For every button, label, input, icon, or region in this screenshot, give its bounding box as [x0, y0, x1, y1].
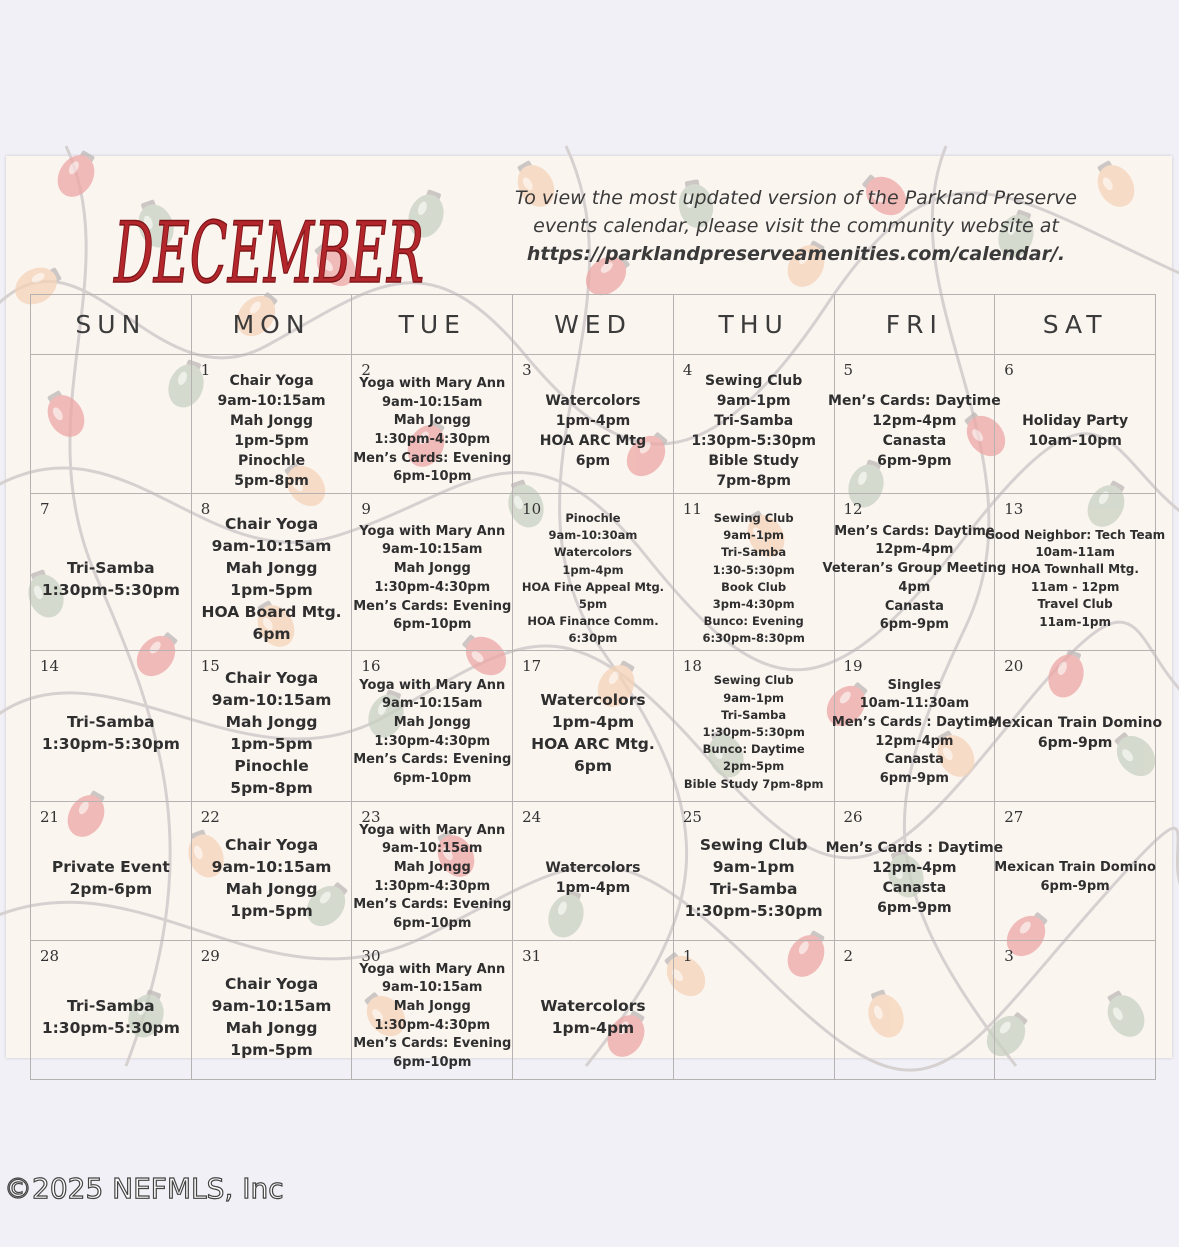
- event-line: 6pm-9pm: [877, 899, 952, 916]
- month-title: [106, 170, 436, 300]
- day-cell: [985, 494, 1166, 651]
- event-line: 1pm-4pm: [562, 562, 624, 577]
- day-cell: [352, 650, 513, 801]
- day-cell: [673, 801, 834, 940]
- event-list: [513, 355, 673, 493]
- event-line: Yoga with Mary Ann: [359, 822, 506, 838]
- day-cell: [191, 355, 352, 494]
- event-line: Canasta: [882, 879, 947, 896]
- event-line: Bunco: Daytime: [702, 742, 805, 757]
- day-number: 26: [843, 807, 863, 826]
- event-line: 3pm-4:30pm: [712, 597, 795, 612]
- event-line: HOA ARC Mtg: [539, 433, 647, 449]
- event-line: Watercolors: [545, 393, 641, 409]
- day-number: 7: [40, 500, 50, 518]
- event-line: Bible Study 7pm-8pm: [683, 776, 824, 791]
- event-line: HOA Fine Appeal Mtg.: [521, 579, 665, 594]
- weekday-thu: THU: [673, 295, 834, 355]
- event-line: HOA Townhall Mtg.: [1011, 562, 1139, 577]
- event-line: HOA ARC Mtg.: [531, 734, 655, 753]
- event-line: 6:30pm: [568, 631, 618, 646]
- event-line: Pinochle: [237, 453, 306, 469]
- event-line: Mah Jongg: [393, 714, 471, 730]
- event-line: Canasta: [884, 598, 944, 614]
- day-cell: [513, 494, 674, 651]
- event-line: 5pm-8pm: [230, 778, 313, 797]
- day-cell: [513, 801, 674, 940]
- event-line: 6pm-10pm: [393, 771, 472, 787]
- weekday-wed: WED: [513, 295, 674, 355]
- day-cell: [995, 355, 1156, 494]
- event-line: 6:30pm-8:30pm: [702, 631, 805, 646]
- day-cell: [673, 355, 834, 494]
- day-number: 15: [200, 656, 220, 675]
- event-line: 1:30pm-5:30pm: [691, 433, 816, 449]
- event-line: 1pm-5pm: [234, 433, 309, 449]
- light-bulb: [50, 145, 103, 204]
- event-list: [674, 941, 834, 1079]
- event-line: Mah Jongg: [225, 558, 318, 577]
- day-cell: [513, 355, 674, 494]
- event-line: 6pm-9pm: [879, 617, 949, 633]
- event-line: 9am-10:15am: [382, 394, 483, 410]
- event-line: 1:30-5:30pm: [712, 562, 795, 577]
- event-line: Mexican Train Domino: [994, 859, 1156, 875]
- event-line: 9am-10:15am: [211, 690, 332, 709]
- day-number: 17: [522, 656, 542, 675]
- event-line: 1:30pm-5:30pm: [41, 580, 180, 599]
- day-number: 13: [1004, 500, 1024, 518]
- event-line: Sewing Club: [699, 835, 808, 854]
- event-line: Yoga with Mary Ann: [359, 961, 506, 977]
- event-line: Men’s Cards : Daytime: [825, 839, 1004, 856]
- event-line: 9am-10:15am: [211, 996, 332, 1015]
- event-line: 6pm: [573, 756, 612, 775]
- event-line: Tri-Samba: [721, 707, 787, 722]
- event-line: Canasta: [882, 433, 947, 449]
- weekday-tue: TUE: [352, 295, 513, 355]
- day-cell: [995, 801, 1156, 940]
- day-number: 11: [682, 500, 702, 518]
- event-line: Chair Yoga: [224, 514, 319, 533]
- event-line: 6pm: [575, 453, 611, 469]
- day-cell: [828, 355, 1001, 494]
- copyright-watermark: ©2025 NEFMLS, Inc: [4, 1172, 284, 1205]
- day-number: 6: [1004, 361, 1014, 379]
- event-line: 11am-1pm: [1039, 614, 1111, 629]
- event-line: 9am-1pm: [723, 528, 785, 543]
- event-line: 10am-11:30am: [859, 696, 970, 712]
- calendar-grid: [30, 294, 1166, 1080]
- day-cell: [673, 940, 834, 1079]
- event-list: [995, 941, 1155, 1079]
- event-line: 5pm-8pm: [234, 473, 309, 489]
- event-line: 6pm-9pm: [1040, 878, 1110, 894]
- day-number: 18: [682, 656, 702, 675]
- event-line: 9am-10:15am: [382, 841, 483, 857]
- calendar-flyer: [6, 156, 1172, 1071]
- event-line: 7pm-8pm: [716, 473, 791, 489]
- event-line: 10am-11am: [1035, 545, 1115, 559]
- event-line: 6pm-10pm: [393, 1055, 472, 1071]
- day-cell: [191, 801, 352, 940]
- event-line: 2pm-6pm: [69, 879, 153, 898]
- event-line: Holiday Party: [1022, 413, 1129, 429]
- day-cell: [352, 801, 513, 940]
- day-number: 2: [843, 946, 854, 965]
- event-line: 6pm-9pm: [877, 453, 952, 469]
- event-line: 4pm: [898, 579, 931, 595]
- week-row: [31, 355, 1156, 494]
- day-cell: [191, 494, 352, 651]
- event-line: Tri-Samba: [67, 996, 155, 1015]
- day-cell: [673, 650, 834, 801]
- event-list: [995, 355, 1155, 493]
- event-line: 1pm-5pm: [230, 901, 313, 920]
- event-line: Yoga with Mary Ann: [359, 677, 506, 693]
- event-line: Men’s Cards: Evening: [353, 752, 512, 768]
- event-line: Men’s Cards: Daytime: [828, 393, 1001, 409]
- event-line: 9am-10:30am: [548, 528, 638, 543]
- week-row: [31, 801, 1156, 940]
- event-line: Private Event: [51, 857, 170, 876]
- day-number: 30: [361, 946, 381, 965]
- event-line: Mah Jongg: [393, 859, 471, 875]
- event-list: [192, 494, 352, 650]
- event-line: 6pm-10pm: [393, 617, 472, 633]
- day-cell: [513, 940, 674, 1079]
- event-line: Watercolors: [540, 996, 646, 1015]
- day-cell: [825, 801, 1004, 940]
- event-line: Sewing Club: [713, 673, 794, 688]
- event-line: Pinochle: [565, 511, 621, 525]
- day-number: 23: [361, 807, 381, 826]
- event-line: Mah Jongg: [225, 879, 318, 898]
- day-number: 27: [1004, 807, 1024, 826]
- event-line: 1pm-4pm: [555, 879, 631, 896]
- day-number: 29: [200, 946, 220, 965]
- event-line: Tri-Samba: [709, 879, 798, 898]
- calendar-url-link[interactable]: https://parklandpreserveamenities.com/calendar/.: [526, 243, 1066, 265]
- event-line: HOA Board Mtg.: [201, 602, 342, 621]
- event-line: 9am-10:15am: [382, 980, 483, 996]
- event-line: Sewing Club: [705, 373, 803, 389]
- day-number: 9: [361, 500, 371, 518]
- event-line: Men’s Cards: Daytime: [834, 523, 995, 539]
- day-number: 16: [361, 656, 381, 675]
- event-line: Mah Jongg: [393, 561, 471, 577]
- event-line: Watercolors: [545, 859, 641, 876]
- notice-line-1: To view the most updated version of the Parkland Preserve: [515, 187, 1077, 209]
- event-line: Watercolors: [540, 690, 646, 709]
- event-line: Travel Club: [1037, 597, 1113, 612]
- day-cell: [834, 940, 995, 1079]
- day-cell: [191, 650, 352, 801]
- event-line: 1:30pm-5:30pm: [684, 901, 823, 920]
- event-line: Veteran’s Group Meeting: [822, 561, 1007, 577]
- event-line: Men’s Cards: Evening: [353, 1036, 512, 1052]
- event-line: 6pm-9pm: [879, 771, 949, 787]
- event-line: 5pm: [578, 597, 608, 612]
- event-line: 12pm-4pm: [872, 413, 957, 429]
- event-line: Watercolors: [553, 545, 632, 560]
- event-line: Book Club: [721, 579, 787, 594]
- event-list: [674, 355, 834, 493]
- event-list: [31, 355, 191, 493]
- event-line: Men’s Cards: Evening: [353, 897, 512, 913]
- event-line: 10am-10pm: [1028, 433, 1122, 449]
- event-line: Mexican Train Domino: [988, 714, 1163, 731]
- day-number: 3: [522, 361, 532, 379]
- day-number: 3: [1004, 946, 1014, 965]
- event-line: Chair Yoga: [229, 373, 314, 389]
- weekday-fri: FRI: [834, 295, 995, 355]
- event-list: [352, 494, 512, 650]
- day-cell: [31, 940, 192, 1079]
- weekday-mon: MON: [191, 295, 352, 355]
- day-cell: [673, 494, 834, 651]
- day-cell: [31, 650, 192, 801]
- event-line: Tri-Samba: [714, 413, 794, 429]
- day-cell: [31, 801, 192, 940]
- event-line: 1:30pm-5:30pm: [702, 725, 805, 740]
- event-line: 1:30pm-4:30pm: [374, 1017, 491, 1033]
- day-number: 21: [40, 807, 60, 826]
- event-line: 12pm-4pm: [872, 859, 957, 876]
- day-cell: [831, 650, 997, 801]
- day-number: 4: [682, 361, 693, 379]
- event-line: 9am-10:15am: [217, 393, 326, 409]
- event-line: Chair Yoga: [224, 974, 319, 993]
- event-line: 1:30pm-4:30pm: [374, 733, 491, 749]
- event-list: [352, 355, 512, 493]
- event-line: Canasta: [884, 752, 944, 768]
- event-line: 1:30pm-4:30pm: [374, 878, 491, 894]
- event-line: 1pm-5pm: [230, 580, 313, 599]
- event-line: Chair Yoga: [224, 668, 319, 687]
- day-cell: [352, 355, 513, 494]
- event-line: Mah Jongg: [393, 413, 471, 429]
- event-list: [192, 355, 352, 493]
- weekday-sat: SAT: [995, 295, 1156, 355]
- event-line: 1:30pm-4:30pm: [374, 579, 491, 595]
- day-number: 1: [682, 946, 693, 965]
- event-line: Sewing Club: [713, 511, 794, 525]
- day-number: 8: [200, 500, 211, 518]
- weekday-header-row: [31, 295, 1156, 355]
- event-line: 1pm-4pm: [555, 413, 631, 429]
- day-number: 31: [522, 946, 542, 965]
- event-line: Mah Jongg: [230, 413, 314, 429]
- day-cell: [988, 650, 1163, 801]
- event-line: 1:30pm-5:30pm: [41, 1018, 180, 1037]
- event-line: Yoga with Mary Ann: [359, 523, 506, 539]
- event-line: 9am-10:15am: [211, 857, 332, 876]
- event-line: 1pm-5pm: [230, 1040, 313, 1059]
- event-line: Men’s Cards: Evening: [353, 450, 512, 466]
- event-line: 6pm-10pm: [393, 469, 472, 485]
- event-line: 6pm-10pm: [393, 916, 472, 932]
- event-line: Mah Jongg: [225, 712, 318, 731]
- day-number: 20: [1004, 656, 1024, 675]
- event-line: Pinochle: [234, 756, 309, 775]
- event-line: Mah Jongg: [393, 998, 471, 1014]
- day-number: 22: [200, 807, 220, 826]
- event-line: Mah Jongg: [225, 1018, 318, 1037]
- event-line: Men’s Cards : Daytime: [831, 714, 997, 730]
- day-cell: [995, 940, 1156, 1079]
- event-line: 1pm-5pm: [230, 734, 313, 753]
- event-list: [31, 494, 191, 650]
- event-line: HOA Finance Comm.: [527, 614, 659, 629]
- month-title-text: DECEMBER: [112, 204, 424, 302]
- day-number: 28: [40, 946, 60, 965]
- event-list: [835, 941, 995, 1079]
- event-line: 9am-1pm: [712, 857, 795, 876]
- week-row: [31, 940, 1156, 1079]
- event-line: 1pm-4pm: [551, 1018, 635, 1037]
- event-line: 12pm-4pm: [875, 733, 954, 749]
- event-line: Bunco: Evening: [703, 614, 804, 629]
- day-number: 2: [361, 361, 371, 379]
- day-cell: [513, 650, 674, 801]
- notice-line-2: events calendar, please visit the community website at: [533, 215, 1059, 237]
- event-line: Men’s Cards: Evening: [353, 598, 512, 614]
- event-list: [828, 355, 1001, 493]
- day-number: 19: [843, 656, 863, 675]
- event-line: 11am - 12pm: [1030, 579, 1120, 594]
- event-line: Tri-Samba: [721, 545, 787, 560]
- day-number: 5: [843, 361, 854, 379]
- day-number: 25: [682, 807, 702, 826]
- day-number: 12: [843, 500, 863, 518]
- event-line: 6pm: [252, 624, 291, 643]
- event-line: 2pm-5pm: [723, 759, 785, 774]
- day-cell: [352, 940, 513, 1079]
- event-line: Chair Yoga: [224, 835, 319, 854]
- day-cell: [31, 494, 192, 651]
- event-line: 9am-1pm: [723, 690, 785, 705]
- event-line: 9am-10:15am: [382, 542, 483, 558]
- week-row: [31, 494, 1156, 651]
- weekday-sun: SUN: [31, 295, 192, 355]
- website-notice: [456, 184, 1136, 268]
- event-line: 9am-10:15am: [382, 696, 483, 712]
- event-line: 9am-1pm: [716, 393, 791, 409]
- event-line: Bible Study: [708, 453, 799, 469]
- day-cell: [31, 355, 192, 494]
- day-cell: [352, 494, 513, 651]
- week-row: [31, 650, 1156, 801]
- day-number: 1: [200, 361, 211, 379]
- event-line: Tri-Samba: [67, 712, 155, 731]
- event-line: 9am-10:15am: [211, 536, 332, 555]
- day-cell: [822, 494, 1007, 651]
- day-number: 10: [522, 500, 542, 518]
- event-line: 12pm-4pm: [875, 542, 954, 558]
- event-line: Yoga with Mary Ann: [359, 375, 506, 391]
- event-line: 1:30pm-5:30pm: [41, 734, 180, 753]
- event-line: Singles: [887, 677, 942, 693]
- event-line: 1pm-4pm: [551, 712, 635, 731]
- event-line: Tri-Samba: [67, 558, 155, 577]
- event-line: 1:30pm-4:30pm: [374, 432, 491, 447]
- day-number: 14: [40, 656, 60, 675]
- day-cell: [191, 940, 352, 1079]
- day-number: 24: [522, 807, 542, 826]
- event-line: Good Neighbor: Tech Team: [985, 527, 1166, 542]
- event-line: 6pm-9pm: [1037, 734, 1113, 751]
